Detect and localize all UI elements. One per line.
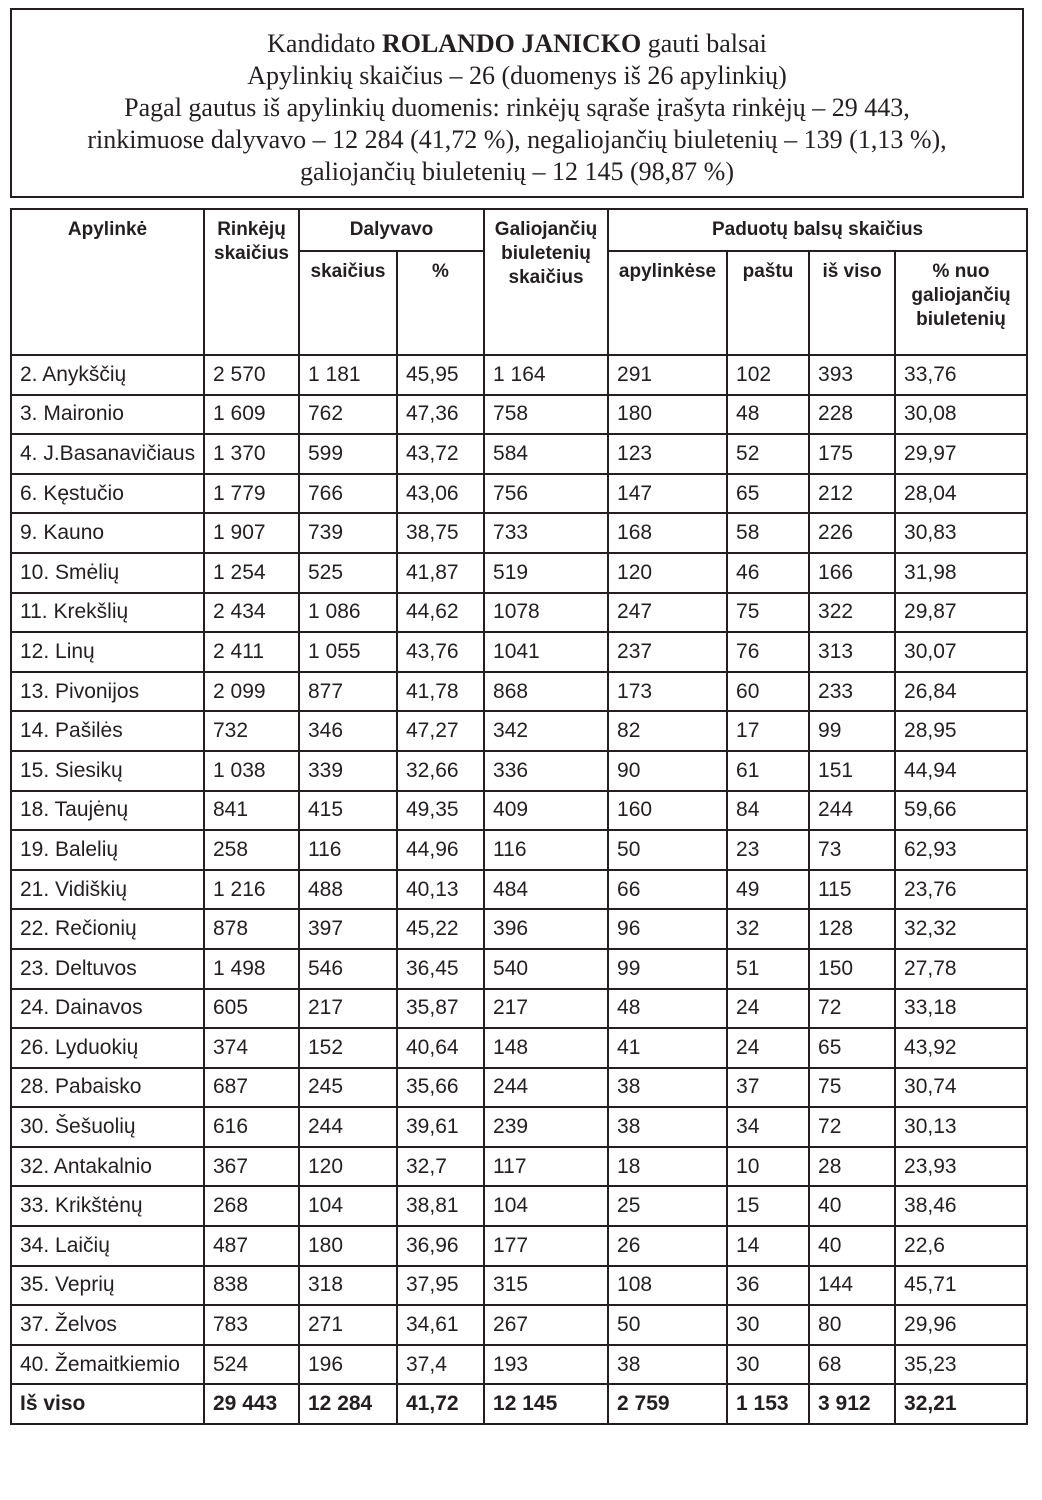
cell-apylinke: 18. Taujėnų — [11, 791, 204, 831]
cell-galiojanciu: 1078 — [484, 593, 608, 633]
cell-is-viso: 212 — [809, 474, 895, 514]
table-row — [11, 870, 1027, 910]
cell-apylinkese: 82 — [608, 711, 727, 751]
table-row — [11, 593, 1027, 633]
cell-dalyvavo-pct: 47,27 — [397, 711, 484, 751]
cell-dalyvavo-skaicius: 415 — [299, 791, 397, 831]
col-header-is-viso: iš viso — [809, 251, 895, 355]
cell-pastu: 34 — [727, 1107, 809, 1147]
cell-is-viso: 226 — [809, 513, 895, 553]
total-cell-is-viso: 3 912 — [809, 1384, 895, 1424]
cell-pct: 32,32 — [895, 909, 1027, 949]
cell-is-viso: 72 — [809, 1107, 895, 1147]
cell-dalyvavo-skaicius: 877 — [299, 672, 397, 712]
header-suffix: gauti balsai — [647, 29, 767, 58]
cell-pct: 33,76 — [895, 355, 1027, 395]
header-line-3: Pagal gautus iš apylinkių duomenis: rinkėjų sąraše įrašyta rinkėjų – 29 443, — [124, 93, 910, 122]
cell-rinkeju: 2 411 — [204, 632, 299, 672]
cell-pct: 30,13 — [895, 1107, 1027, 1147]
cell-dalyvavo-skaicius: 762 — [299, 395, 397, 435]
cell-pastu: 58 — [727, 513, 809, 553]
table-row — [11, 1028, 1027, 1068]
cell-apylinkese: 108 — [608, 1266, 727, 1306]
total-row — [11, 1384, 1027, 1424]
cell-is-viso: 73 — [809, 830, 895, 870]
cell-pastu: 84 — [727, 791, 809, 831]
cell-dalyvavo-skaicius: 1 181 — [299, 355, 397, 395]
cell-galiojanciu: 484 — [484, 870, 608, 910]
cell-apylinke: 40. Žemaitkiemio — [11, 1345, 204, 1385]
cell-dalyvavo-pct: 45,22 — [397, 909, 484, 949]
total-cell-dalyvavo-skaicius: 12 284 — [299, 1384, 397, 1424]
cell-dalyvavo-skaicius: 180 — [299, 1226, 397, 1266]
cell-dalyvavo-pct: 36,96 — [397, 1226, 484, 1266]
cell-pastu: 24 — [727, 989, 809, 1029]
cell-apylinke: 32. Antakalnio — [11, 1147, 204, 1187]
cell-dalyvavo-pct: 40,64 — [397, 1028, 484, 1068]
cell-rinkeju: 487 — [204, 1226, 299, 1266]
cell-apylinke: 4. J.Basanavičiaus — [11, 434, 204, 474]
total-cell-dalyvavo-pct: 41,72 — [397, 1384, 484, 1424]
cell-rinkeju: 1 370 — [204, 434, 299, 474]
cell-is-viso: 65 — [809, 1028, 895, 1068]
cell-pastu: 17 — [727, 711, 809, 751]
cell-apylinkese: 25 — [608, 1186, 727, 1226]
total-cell-galiojanciu: 12 145 — [484, 1384, 608, 1424]
cell-dalyvavo-pct: 32,7 — [397, 1147, 484, 1187]
cell-apylinkese: 237 — [608, 632, 727, 672]
cell-pct: 43,92 — [895, 1028, 1027, 1068]
cell-dalyvavo-pct: 38,81 — [397, 1186, 484, 1226]
header-line-5: galiojančių biuletenių – 12 145 (98,87 %) — [300, 157, 734, 186]
col-header-apylinkese: apylinkėse — [608, 251, 727, 355]
cell-rinkeju: 838 — [204, 1266, 299, 1306]
cell-pastu: 36 — [727, 1266, 809, 1306]
cell-apylinke: 26. Lyduokių — [11, 1028, 204, 1068]
cell-pastu: 14 — [727, 1226, 809, 1266]
cell-dalyvavo-pct: 43,72 — [397, 434, 484, 474]
cell-dalyvavo-pct: 36,45 — [397, 949, 484, 989]
total-cell-apylinke: Iš viso — [11, 1384, 204, 1424]
cell-dalyvavo-pct: 49,35 — [397, 791, 484, 831]
cell-dalyvavo-skaicius: 397 — [299, 909, 397, 949]
cell-is-viso: 233 — [809, 672, 895, 712]
cell-apylinkese: 247 — [608, 593, 727, 633]
cell-rinkeju: 2 099 — [204, 672, 299, 712]
cell-pastu: 15 — [727, 1186, 809, 1226]
cell-galiojanciu: 1041 — [484, 632, 608, 672]
cell-rinkeju: 783 — [204, 1305, 299, 1345]
cell-pct: 29,96 — [895, 1305, 1027, 1345]
cell-apylinkese: 41 — [608, 1028, 727, 1068]
cell-dalyvavo-pct: 41,87 — [397, 553, 484, 593]
cell-apylinke: 11. Krekšlių — [11, 593, 204, 633]
table-row — [11, 632, 1027, 672]
cell-apylinke: 37. Želvos — [11, 1305, 204, 1345]
cell-pastu: 61 — [727, 751, 809, 791]
cell-apylinkese: 123 — [608, 434, 727, 474]
cell-apylinkese: 18 — [608, 1147, 727, 1187]
cell-rinkeju: 258 — [204, 830, 299, 870]
header-line-2: Apylinkių skaičius – 26 (duomenys iš 26 apylinkių) — [247, 61, 787, 90]
cell-apylinke: 9. Kauno — [11, 513, 204, 553]
cell-dalyvavo-pct: 37,4 — [397, 1345, 484, 1385]
cell-pct: 28,95 — [895, 711, 1027, 751]
cell-is-viso: 99 — [809, 711, 895, 751]
header-prefix: Kandidato — [267, 29, 376, 58]
cell-pastu: 48 — [727, 395, 809, 435]
cell-is-viso: 40 — [809, 1186, 895, 1226]
cell-apylinkese: 120 — [608, 553, 727, 593]
cell-apylinke: 23. Deltuvos — [11, 949, 204, 989]
table-row — [11, 1345, 1027, 1385]
cell-pct: 30,08 — [895, 395, 1027, 435]
col-header-pct-galiojanciu: % nuo galiojančių biuletenių — [895, 251, 1027, 355]
table-row — [11, 711, 1027, 751]
table-row — [11, 1226, 1027, 1266]
cell-pastu: 60 — [727, 672, 809, 712]
cell-is-viso: 115 — [809, 870, 895, 910]
cell-rinkeju: 1 779 — [204, 474, 299, 514]
cell-galiojanciu: 758 — [484, 395, 608, 435]
cell-pct: 62,93 — [895, 830, 1027, 870]
cell-dalyvavo-skaicius: 116 — [299, 830, 397, 870]
total-cell-pct: 32,21 — [895, 1384, 1027, 1424]
cell-dalyvavo-pct: 34,61 — [397, 1305, 484, 1345]
cell-galiojanciu: 584 — [484, 434, 608, 474]
col-header-dalyvavo: Dalyvavo — [299, 209, 484, 251]
cell-dalyvavo-skaicius: 152 — [299, 1028, 397, 1068]
cell-apylinke: 28. Pabaisko — [11, 1068, 204, 1108]
cell-pct: 59,66 — [895, 791, 1027, 831]
cell-dalyvavo-pct: 43,06 — [397, 474, 484, 514]
cell-apylinke: 6. Kęstučio — [11, 474, 204, 514]
cell-apylinke: 33. Krikštėnų — [11, 1186, 204, 1226]
cell-rinkeju: 2 570 — [204, 355, 299, 395]
results-table — [10, 208, 1028, 1425]
cell-rinkeju: 878 — [204, 909, 299, 949]
cell-dalyvavo-skaicius: 1 086 — [299, 593, 397, 633]
cell-apylinke: 21. Vidiškių — [11, 870, 204, 910]
cell-is-viso: 322 — [809, 593, 895, 633]
table-row — [11, 830, 1027, 870]
cell-rinkeju: 1 498 — [204, 949, 299, 989]
cell-is-viso: 68 — [809, 1345, 895, 1385]
cell-pct: 30,74 — [895, 1068, 1027, 1108]
cell-is-viso: 80 — [809, 1305, 895, 1345]
cell-dalyvavo-skaicius: 318 — [299, 1266, 397, 1306]
table-row — [11, 513, 1027, 553]
table-row — [11, 1147, 1027, 1187]
cell-galiojanciu: 756 — [484, 474, 608, 514]
cell-galiojanciu: 193 — [484, 1345, 608, 1385]
cell-galiojanciu: 177 — [484, 1226, 608, 1266]
cell-apylinkese: 26 — [608, 1226, 727, 1266]
table-row — [11, 909, 1027, 949]
cell-galiojanciu: 104 — [484, 1186, 608, 1226]
results-header — [10, 8, 1024, 198]
col-header-pastu: paštu — [727, 251, 809, 355]
cell-is-viso: 128 — [809, 909, 895, 949]
cell-dalyvavo-skaicius: 739 — [299, 513, 397, 553]
cell-galiojanciu: 116 — [484, 830, 608, 870]
cell-galiojanciu: 540 — [484, 949, 608, 989]
col-header-apylinke: Apylinkė — [11, 209, 204, 355]
cell-dalyvavo-pct: 45,95 — [397, 355, 484, 395]
cell-apylinke: 15. Siesikų — [11, 751, 204, 791]
cell-dalyvavo-pct: 44,96 — [397, 830, 484, 870]
col-header-paduotu: Paduotų balsų skaičius — [608, 209, 1027, 251]
table-row — [11, 1186, 1027, 1226]
cell-galiojanciu: 1 164 — [484, 355, 608, 395]
cell-pct: 30,07 — [895, 632, 1027, 672]
table-row — [11, 672, 1027, 712]
cell-apylinke: 19. Balelių — [11, 830, 204, 870]
cell-dalyvavo-pct: 39,61 — [397, 1107, 484, 1147]
candidate-name: ROLANDO JANICKO — [381, 29, 642, 58]
cell-pastu: 30 — [727, 1305, 809, 1345]
cell-pct: 27,78 — [895, 949, 1027, 989]
cell-apylinkese: 180 — [608, 395, 727, 435]
cell-rinkeju: 1 038 — [204, 751, 299, 791]
cell-apylinke: 13. Pivonijos — [11, 672, 204, 712]
cell-dalyvavo-skaicius: 766 — [299, 474, 397, 514]
cell-apylinke: 35. Veprių — [11, 1266, 204, 1306]
cell-dalyvavo-skaicius: 488 — [299, 870, 397, 910]
col-header-dalyvavo-skaicius: skaičius — [299, 251, 397, 355]
table-row — [11, 949, 1027, 989]
table-row — [11, 1068, 1027, 1108]
header-line-1 — [12, 28, 1022, 60]
table-row — [11, 989, 1027, 1029]
cell-pct: 33,18 — [895, 989, 1027, 1029]
cell-dalyvavo-pct: 43,76 — [397, 632, 484, 672]
cell-is-viso: 144 — [809, 1266, 895, 1306]
cell-apylinke: 12. Linų — [11, 632, 204, 672]
cell-rinkeju: 732 — [204, 711, 299, 751]
cell-galiojanciu: 396 — [484, 909, 608, 949]
cell-apylinkese: 96 — [608, 909, 727, 949]
col-header-dalyvavo-pct: % — [397, 251, 484, 355]
cell-apylinkese: 66 — [608, 870, 727, 910]
cell-rinkeju: 524 — [204, 1345, 299, 1385]
cell-is-viso: 28 — [809, 1147, 895, 1187]
cell-apylinke: 10. Smėlių — [11, 553, 204, 593]
cell-is-viso: 72 — [809, 989, 895, 1029]
cell-pct: 45,71 — [895, 1266, 1027, 1306]
cell-apylinkese: 147 — [608, 474, 727, 514]
cell-apylinkese: 50 — [608, 1305, 727, 1345]
table-row — [11, 1305, 1027, 1345]
cell-rinkeju: 616 — [204, 1107, 299, 1147]
cell-rinkeju: 374 — [204, 1028, 299, 1068]
cell-apylinke: 22. Rečionių — [11, 909, 204, 949]
cell-apylinkese: 50 — [608, 830, 727, 870]
cell-dalyvavo-skaicius: 217 — [299, 989, 397, 1029]
cell-pct: 31,98 — [895, 553, 1027, 593]
cell-rinkeju: 1 216 — [204, 870, 299, 910]
cell-pct: 38,46 — [895, 1186, 1027, 1226]
col-header-galiojanciu: Galiojančių biuletenių skaičius — [484, 209, 608, 355]
cell-dalyvavo-skaicius: 245 — [299, 1068, 397, 1108]
cell-dalyvavo-pct: 40,13 — [397, 870, 484, 910]
cell-apylinke: 2. Anykščių — [11, 355, 204, 395]
cell-rinkeju: 1 609 — [204, 395, 299, 435]
cell-dalyvavo-skaicius: 339 — [299, 751, 397, 791]
cell-pct: 29,87 — [895, 593, 1027, 633]
cell-pastu: 37 — [727, 1068, 809, 1108]
cell-dalyvavo-pct: 35,66 — [397, 1068, 484, 1108]
cell-dalyvavo-skaicius: 120 — [299, 1147, 397, 1187]
cell-galiojanciu: 267 — [484, 1305, 608, 1345]
cell-apylinkese: 173 — [608, 672, 727, 712]
cell-galiojanciu: 336 — [484, 751, 608, 791]
cell-rinkeju: 367 — [204, 1147, 299, 1187]
cell-dalyvavo-skaicius: 346 — [299, 711, 397, 751]
cell-pastu: 102 — [727, 355, 809, 395]
cell-is-viso: 151 — [809, 751, 895, 791]
cell-apylinkese: 38 — [608, 1107, 727, 1147]
cell-dalyvavo-skaicius: 271 — [299, 1305, 397, 1345]
cell-apylinkese: 48 — [608, 989, 727, 1029]
cell-pct: 26,84 — [895, 672, 1027, 712]
table-row — [11, 791, 1027, 831]
cell-pastu: 75 — [727, 593, 809, 633]
cell-apylinkese: 160 — [608, 791, 727, 831]
cell-pct: 29,97 — [895, 434, 1027, 474]
cell-galiojanciu: 239 — [484, 1107, 608, 1147]
col-header-rinkeju-skaicius: Rinkėjų skaičius — [204, 209, 299, 355]
table-row — [11, 395, 1027, 435]
table-row — [11, 751, 1027, 791]
cell-is-viso: 166 — [809, 553, 895, 593]
cell-pct: 44,94 — [895, 751, 1027, 791]
cell-galiojanciu: 117 — [484, 1147, 608, 1187]
cell-apylinke: 24. Dainavos — [11, 989, 204, 1029]
cell-rinkeju: 687 — [204, 1068, 299, 1108]
cell-dalyvavo-skaicius: 244 — [299, 1107, 397, 1147]
cell-is-viso: 244 — [809, 791, 895, 831]
cell-pastu: 10 — [727, 1147, 809, 1187]
table-row — [11, 1107, 1027, 1147]
cell-apylinkese: 168 — [608, 513, 727, 553]
cell-galiojanciu: 519 — [484, 553, 608, 593]
total-cell-apylinkese: 2 759 — [608, 1384, 727, 1424]
cell-is-viso: 175 — [809, 434, 895, 474]
cell-pct: 28,04 — [895, 474, 1027, 514]
cell-is-viso: 75 — [809, 1068, 895, 1108]
cell-rinkeju: 1 907 — [204, 513, 299, 553]
cell-galiojanciu: 148 — [484, 1028, 608, 1068]
cell-pastu: 76 — [727, 632, 809, 672]
cell-dalyvavo-skaicius: 104 — [299, 1186, 397, 1226]
cell-is-viso: 40 — [809, 1226, 895, 1266]
cell-galiojanciu: 409 — [484, 791, 608, 831]
cell-dalyvavo-skaicius: 599 — [299, 434, 397, 474]
cell-pastu: 23 — [727, 830, 809, 870]
cell-pastu: 51 — [727, 949, 809, 989]
cell-dalyvavo-pct: 38,75 — [397, 513, 484, 553]
total-cell-pastu: 1 153 — [727, 1384, 809, 1424]
cell-pastu: 32 — [727, 909, 809, 949]
cell-rinkeju: 1 254 — [204, 553, 299, 593]
cell-galiojanciu: 244 — [484, 1068, 608, 1108]
cell-pastu: 46 — [727, 553, 809, 593]
cell-apylinke: 3. Maironio — [11, 395, 204, 435]
cell-rinkeju: 841 — [204, 791, 299, 831]
cell-is-viso: 228 — [809, 395, 895, 435]
cell-galiojanciu: 217 — [484, 989, 608, 1029]
cell-apylinkese: 291 — [608, 355, 727, 395]
cell-apylinkese: 38 — [608, 1345, 727, 1385]
table-body — [11, 355, 1027, 1424]
cell-dalyvavo-pct: 47,36 — [397, 395, 484, 435]
cell-rinkeju: 268 — [204, 1186, 299, 1226]
cell-galiojanciu: 315 — [484, 1266, 608, 1306]
table-row — [11, 355, 1027, 395]
cell-apylinke: 30. Šešuolių — [11, 1107, 204, 1147]
header-line-4: rinkimuose dalyvavo – 12 284 (41,72 %), negaliojančių biuletenių – 139 (1,13 %), — [87, 125, 947, 154]
cell-galiojanciu: 868 — [484, 672, 608, 712]
cell-pct: 22,6 — [895, 1226, 1027, 1266]
cell-galiojanciu: 733 — [484, 513, 608, 553]
cell-rinkeju: 2 434 — [204, 593, 299, 633]
cell-rinkeju: 605 — [204, 989, 299, 1029]
cell-dalyvavo-pct: 44,62 — [397, 593, 484, 633]
cell-pastu: 65 — [727, 474, 809, 514]
cell-pct: 35,23 — [895, 1345, 1027, 1385]
cell-dalyvavo-pct: 35,87 — [397, 989, 484, 1029]
table-row — [11, 434, 1027, 474]
table-row — [11, 474, 1027, 514]
cell-is-viso: 393 — [809, 355, 895, 395]
cell-pct: 23,93 — [895, 1147, 1027, 1187]
cell-apylinkese: 38 — [608, 1068, 727, 1108]
table-row — [11, 553, 1027, 593]
cell-is-viso: 313 — [809, 632, 895, 672]
cell-pct: 30,83 — [895, 513, 1027, 553]
cell-pastu: 30 — [727, 1345, 809, 1385]
cell-apylinke: 34. Laičių — [11, 1226, 204, 1266]
cell-pct: 23,76 — [895, 870, 1027, 910]
cell-apylinke: 14. Pašilės — [11, 711, 204, 751]
cell-dalyvavo-pct: 41,78 — [397, 672, 484, 712]
cell-dalyvavo-skaicius: 1 055 — [299, 632, 397, 672]
cell-pastu: 52 — [727, 434, 809, 474]
cell-dalyvavo-skaicius: 525 — [299, 553, 397, 593]
cell-pastu: 49 — [727, 870, 809, 910]
total-cell-rinkeju: 29 443 — [204, 1384, 299, 1424]
cell-dalyvavo-skaicius: 196 — [299, 1345, 397, 1385]
cell-dalyvavo-skaicius: 546 — [299, 949, 397, 989]
cell-is-viso: 150 — [809, 949, 895, 989]
cell-pastu: 24 — [727, 1028, 809, 1068]
cell-apylinkese: 99 — [608, 949, 727, 989]
cell-apylinkese: 90 — [608, 751, 727, 791]
cell-galiojanciu: 342 — [484, 711, 608, 751]
cell-dalyvavo-pct: 32,66 — [397, 751, 484, 791]
cell-dalyvavo-pct: 37,95 — [397, 1266, 484, 1306]
table-row — [11, 1266, 1027, 1306]
